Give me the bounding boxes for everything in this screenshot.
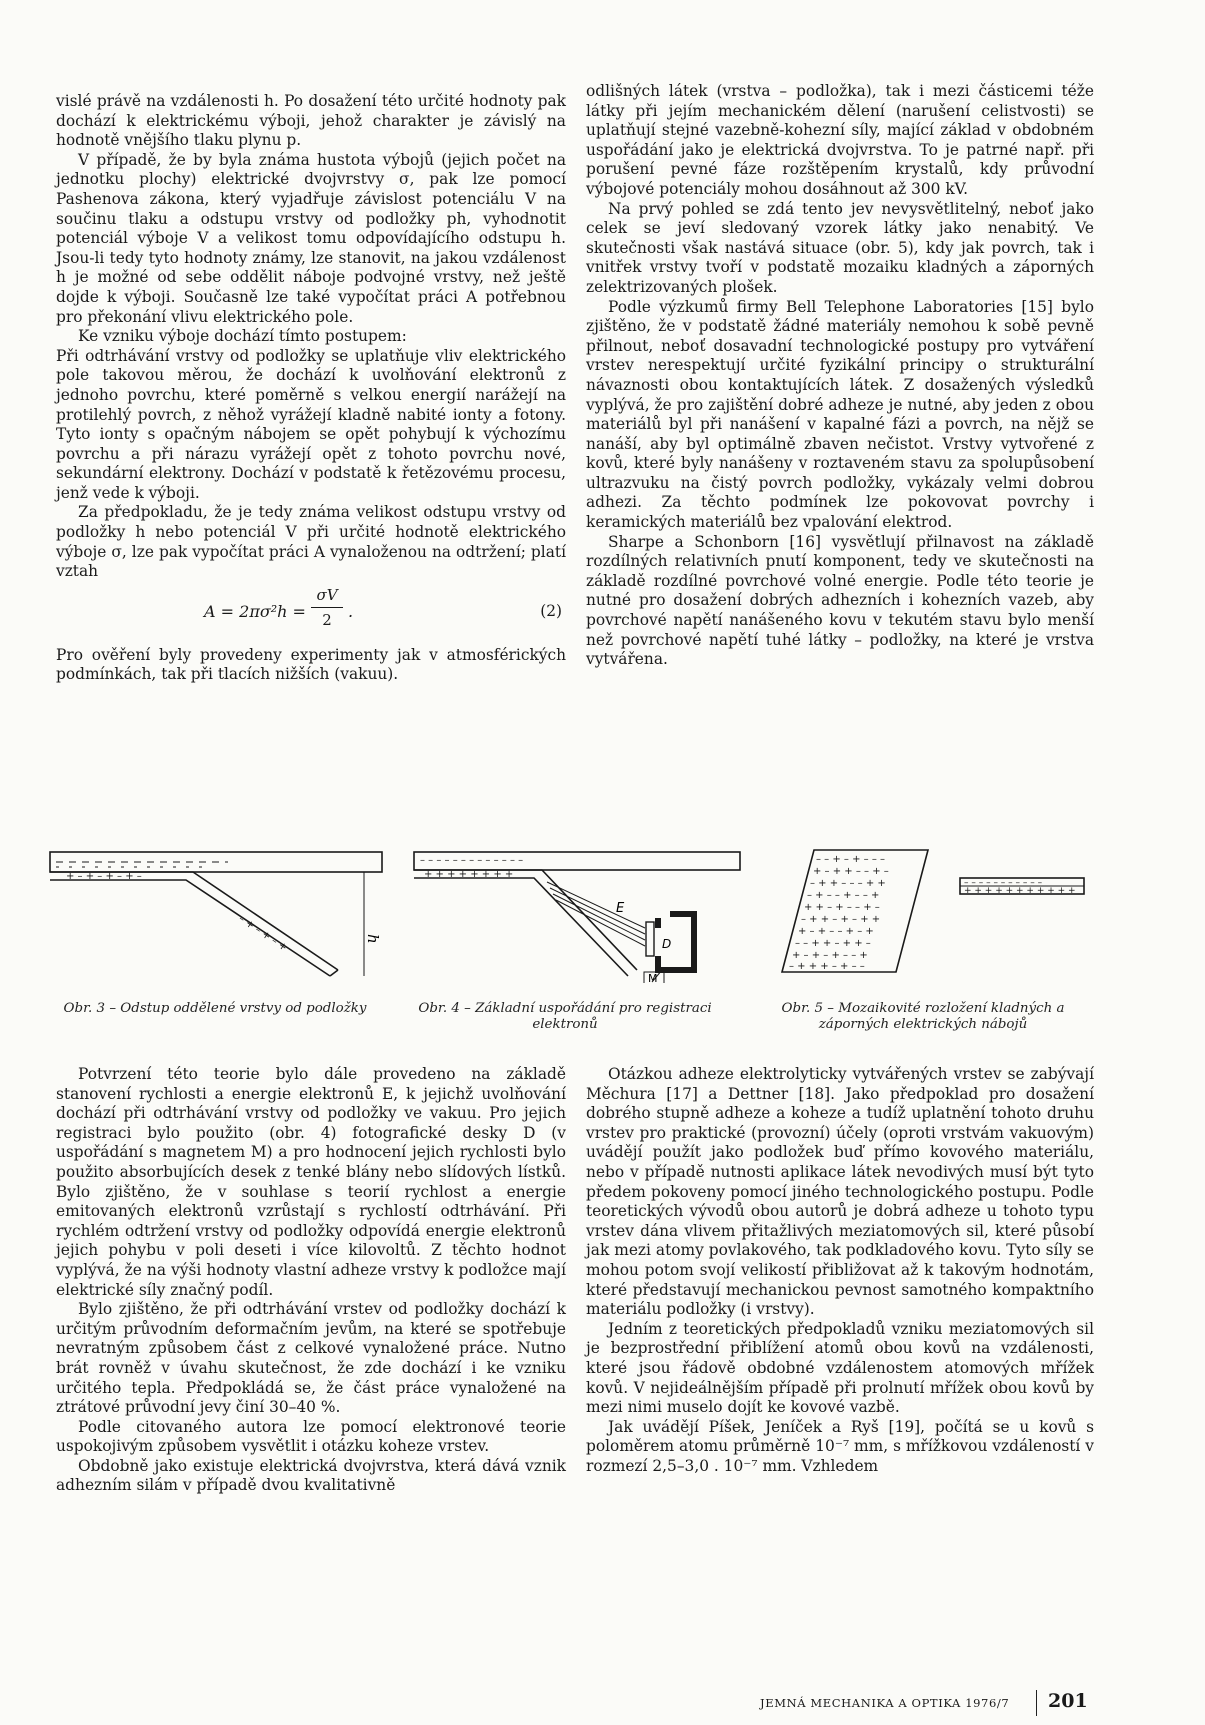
plate-label: D — [662, 937, 672, 951]
distance-h-label: h — [364, 934, 382, 944]
layer-charges — [66, 871, 289, 954]
figure-3-layer-separation — [48, 848, 388, 978]
mosaic-row: – – + + – + + – — [795, 938, 871, 949]
photographic-plate — [646, 922, 654, 956]
electron-energy-label: E — [616, 901, 625, 916]
equation-number: (2) — [540, 601, 562, 620]
peeled-layer-top-edge — [414, 870, 637, 970]
svg-text:+ – + – + – + –: + – + – + – + – — [66, 871, 142, 882]
mosaic-row: + – + – + – – + — [792, 950, 868, 961]
mosaic-row: + – + – – + – + — [798, 926, 874, 937]
figure-4-caption: Obr. 4 – Základní uspořádání pro registraci elektronů — [418, 1001, 712, 1032]
layer-charges — [424, 869, 513, 880]
svg-text:+ + + + + + + +: + + + + + + + + — [424, 869, 514, 880]
plate-charges — [420, 855, 523, 866]
figure-5-caption: Obr. 5 – Mozaikovité rozložení kladných a záporných elektrických nábojů — [781, 1001, 1065, 1032]
svg-text:– – – – – – – – – – –: – – – – – – – – – – – — [964, 878, 1043, 888]
paragraph: Jak uvádějí Píšek, Jeníček a Ryš [19], počítá se u kovů s poloměrem atomu průměrně 10⁻⁷ mm, s mřížkovou vzdáleností v rozmezí 2,5–3,0 . 10⁻⁷ mm. Vzhledem — [586, 1417, 1094, 1475]
fraction-denominator: 2 — [322, 610, 332, 629]
mosaic-row: – + – – + – – + — [807, 890, 880, 901]
peeled-layer-top-edge — [50, 872, 338, 970]
mosaic-row: – – + – + – – – — [816, 854, 886, 865]
mosaic-charges — [789, 854, 889, 972]
figure-3-caption: Obr. 3 – Odstup oddělené vrstvy od podložky — [63, 1001, 367, 1016]
mosaic-row: – + + + – + – – — [789, 961, 865, 972]
figure-5-charge-mosaic — [770, 848, 1100, 983]
column-bottom-right — [586, 1065, 1094, 1476]
paragraph: Obdobně jako existuje elektrická dvojvrstva, která dává vznik adhezním silám v případě dvou kvalitativně — [56, 1456, 566, 1495]
paragraph: Ke vzniku výboje dochází tímto postupem: — [78, 327, 407, 346]
fraction-bar — [311, 607, 343, 608]
paragraph: Otázkou adheze elektrolyticky vytvářených vrstev se zabývají Měchura [17] a Dettner [18]. Jako předpoklad pro dosažení dobrého stupně adheze a koheze a tudíž uplatnění tohoto druhu vrstev pro praktické (provozní) účely (oproti vrstvám vakuovým) uvádějí použít jako podložek buď přímo kovového materiálu, nebo v případě nutnosti aplikace látek nevodivých musí být tyto předem pokoveny pomocí jiného technologického postupu. Podle teoretických vývodů obou autorů je dobrá adheze u tohoto typu vrstev dána vlivem přitažlivých meziatomových sil, které působí jak mezi atomy povlakového, tak podkladového kovu. Tyto síly se mohou potom svojí velikostí přibližovat až k takovým hodnotám, které představují mechanickou pevnost samotného kompaktního materiálu podložky (i vrstvy). — [586, 1065, 1094, 1319]
column-top-right — [586, 82, 1094, 670]
cross-section-charges — [964, 878, 1076, 896]
paragraph: Podle výzkumů firmy Bell Telephone Laboratories [15] bylo zjištěno, že v podstatě žádné materiály nemohou k sobě pevně přilnout, neboť dosavadní technologické postupy pro vytváření vrstev nerespektují určité fyzikální principy o strukturální návaznosti obou kontaktujících látek. Z dosažených výsledků vyplývá, že pro zajištění dobré adheze je nutné, aby jeden z obou materiálů byl při nanášení v kapalné fázi a povrch, na nějž se nanáší, aby byl optimálně zbaven nečistot. Vrstvy vytvořené z kovů, které byly nanášeny v roztaveném stavu za spolupůsobení ultrazvuku na čistý povrch podložky, vykázaly velmi dobrou adhezi. Za těchto podmínek lze pokovovat povrchy i keramických materiálů bez vpalování elektrod. — [586, 297, 1094, 532]
paragraph: Podle citovaného autora lze pomocí elektronové teorie uspokojivým způsobem vysvětlit i otázku koheze vrstev. — [56, 1417, 566, 1456]
paragraph: Při odtrhávání vrstvy od podložky se uplatňuje vliv elektrického pole takovou měrou, že dochází k uvolňování elektronů z jednoho povrchu, které poměrně s velkou energií narážejí na protilehlý povrch, z něhož vyrážejí kladně nabité ionty a fotony. Tyto ionty s opačným nábojem se opět pohybují k výchozímu povrchu a při nárazu vyrážejí opět z tohoto povrchu nové, sekundární elektrony. Dochází v podstatě k řetězovému procesu, jenž vede k výboji. — [56, 346, 566, 502]
footer-separator — [1036, 1690, 1037, 1716]
mosaic-row: + – + + – – + – — [813, 866, 889, 877]
peeled-layer-end — [330, 970, 338, 976]
paragraph: Pro ověření byly provedeny experimenty jak v atmosférických podmínkách, tak při tlacích nižších (vakuu). — [56, 645, 566, 684]
paragraph: Za předpokladu, že je tedy známa velikost odstupu vrstvy od podložky h nebo potenciál V při určité hodnotě elektrického výboje σ, lze pak vypočítat práci A vynaloženou na odtržení; platí vztah — [56, 503, 566, 581]
column-top-left — [56, 92, 566, 685]
mosaic-row: – + + – – – + + — [810, 878, 886, 889]
paragraph: Jedním z teoretických předpokladů vzniku meziatomových sil je bezprostřední přiblížení atomů obou kovů na vzdálenosti, které jsou řádově obdobné vzdálenostem atomových mřížek kovů. V nejideálnějším případě při prolnutí mřížek obou kovů by mezi nimi muselo dojít ke kovové vazbě. — [586, 1319, 1094, 1417]
page-number: 201 — [1048, 1690, 1088, 1712]
svg-text:+ + + + + + + + + + +: + + + + + + + + + + + — [964, 886, 1076, 896]
peeled-layer-bottom-edge — [50, 880, 330, 976]
column-bottom-left — [56, 1065, 566, 1496]
paragraph: Na prvý pohled se zdá tento jev nevysvětlitelný, neboť jako celek se jeví sledovaný vzorek látky jako nenabitý. Ve skutečnosti však nastává situace (obr. 5), kdy jak povrch, tak i vnitřek vrstvy tvoří v podstatě mozaiku kladných a záporných zelektrizovaných plošek. — [586, 199, 1094, 296]
mosaic-row: – + + – + – + + — [801, 914, 881, 925]
paragraph: Bylo zjištěno, že při odtrhávání vrstev od podložky dochází k určitým průvodním deformačním jevům, na které se spotřebuje nevratným způsobem část z celkové vynaložené práce. Nutno brát rovněž v úvahu skutečnost, že zde dochází i ke vzniku určitého tepla. Předpokládá se, že část práce vynaložené na ztrátové průvodní jevy činí 30–40 %. — [56, 1300, 566, 1417]
paragraph: odlišných látek (vrstva – podložka), tak i mezi částicemi téže látky při jejím mechanickém dělení (narušení celistvosti) se uplatňují stejné vazebně-kohezní síly, mající základ v obdobném uspořádání jako je elektrická dvojvrstva. To je patrné např. při porušení pevné fáze rozštěpením krystalů, kdy průvodní výbojové potenciály mohou dosáhnout až 300 kV. — [586, 82, 1094, 198]
svg-text:– + – + – +: – + – + – + — [236, 913, 289, 954]
equation-2 — [56, 586, 566, 640]
paragraph: Sharpe a Schonborn [16] vysvětlují přilnavost na základě rozdílných relativních pnutí komponent, tedy ve skutečnosti na základě rozdílné povrchové volné energie. Podle této teorie je nutné pro dosažení dobrých adhezních i kohezních vazeb, aby povrchové napětí nanášeného kovu v tekutém stavu bylo menší než povrchové napětí tuhé látky – podložky, na které je vrstva vytvářena. — [586, 532, 1094, 669]
equation-period: . — [348, 601, 354, 621]
equation-lhs: A = 2πσ²h = — [204, 601, 306, 621]
journal-name: JEMNÁ MECHANIKA A OPTIKA 1976/7 — [760, 1696, 1010, 1710]
fraction-numerator: σV — [316, 585, 338, 604]
figure-4-electron-registration — [412, 848, 742, 983]
paragraph: vislé právě na vzdálenosti h. Po dosažení této určité hodnoty pak dochází k elektrickému výboji, jehož charakter je závislý na hodnotě vnějšího tlaku plynu p. — [56, 92, 566, 150]
mosaic-row: + + – + – – + – — [804, 902, 880, 913]
paragraph: Potvrzení této teorie bylo dále provedeno na základě stanovení rychlosti a energie elektronů E, k jejichž uvolňování dochází při odtrhávání vrstvy od podložky ve vakuu. Pro jejich registraci bylo použito (obr. 4) fotografické desky D (v uspořádání s magnetem M) a pro hodnocení jejich rychlosti bylo použito absorbujících desek z tenké blány nebo slídových lístků. Bylo zjištěno, že v souhlase s teorií rychlost a energie emitovaných elektronů vzrůstají s rychlostí odtrhávání. Při rychlém odtržení vrstvy od podložky odpovídá energie elektronů jejich pohybu v poli deseti i více kilovoltů. Z těchto hodnot vyplývá, že na výši hodnoty vlastní adheze vrstvy k podložce mají elektrické síly značný podíl. — [56, 1065, 566, 1299]
magnet-label: M — [648, 972, 658, 983]
paragraph: V případě, že by byla známa hustota výbojů (jejich počet na jednotku plochy) elektrické dvojvrstvy σ, pak lze pomocí Pashenova zákona, který vyjadřuje závislost potenciálu V na součinu tlaku a odstupu vrstvy od podložky ph, vyhodnotit potenciál výboje V a velikost tomu odpovídajícího odstupu h. Jsou-li tedy tyto hodnoty známy, lze stanovit, na jakou vzdálenost h je možné od sebe oddělit náboje podvojné vrstvy, než ještě dojde k výboji. Současně lze také vypočítat práci A potřebnou pro překonání vlivu elektrického pole. — [56, 150, 566, 326]
svg-text:– – – – – – – – – – – – –: – – – – – – – – – – – – – — [420, 855, 524, 866]
equation-fraction — [311, 586, 343, 629]
